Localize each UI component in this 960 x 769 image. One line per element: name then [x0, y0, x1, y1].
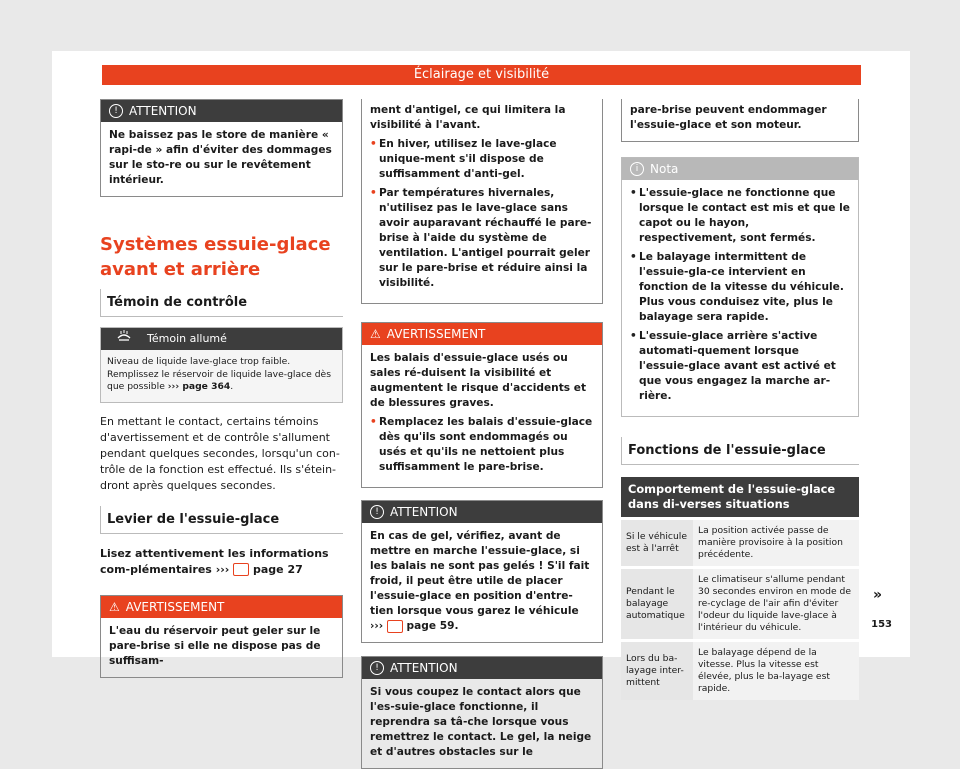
page-ref-link[interactable]: page 27 [253, 562, 303, 576]
table-row: Pendant le balayage automatique Le climatiseur s'allume pendant 30 secondes environ en mode de re-cyclage de l'air afin d'éviter l'odeur du liquide lave-glace à l'intérieur du véhicule. [621, 569, 859, 639]
attention-box-3 [361, 656, 603, 769]
manual-page [52, 51, 910, 758]
book-icon [233, 563, 249, 576]
column-3 [621, 99, 859, 703]
page-ref-link[interactable]: ››› page 364 [167, 381, 231, 392]
attention-box-1 [100, 99, 343, 197]
reference-paragraph: Lisez attentivement les informations com-plémentaires ››› page 27 [100, 546, 329, 576]
info-icon: ! [370, 661, 384, 675]
bullet-item: • En hiver, utilisez le lave-glace unique-ment s'il dispose de suffisamment d'anti-gel. [370, 138, 557, 180]
behaviour-table [621, 517, 859, 703]
warning-triangle-icon: ⚠ [370, 327, 381, 341]
attention-text: Si vous coupez le contact alors que l'es-suie-glace fonctionne, il reprendra sa tâ-che lorsque vous remettrez le contact. Le gel, la neige et d'autres obstacles sur le [370, 686, 592, 758]
bullet-item: • Remplacez les balais d'essuie-glace dès qu'ils sont endommagés ou usés et qu'ils ne nettoient plus suffisamment le pare-brise. [370, 416, 593, 473]
table-title: Comportement de l'essuie-glace dans di-verses situations [621, 477, 859, 517]
ref-arrows: ››› [215, 562, 230, 576]
info-icon: ! [370, 505, 384, 519]
avertissement-title: AVERTISSEMENT [386, 327, 486, 341]
warning-triangle-icon: ⚠ [109, 599, 120, 614]
subheading-fonctions: Fonctions de l'essuie-glace [621, 437, 859, 465]
info-icon: i [630, 162, 644, 176]
attention-header [101, 100, 342, 122]
nota-box [621, 157, 859, 417]
bullet-item: • L'essuie-glace arrière s'active automati-quement lorsque l'essuie-glace avant est activé et que vous engagez la marche ar-rière. [630, 330, 836, 402]
continued-marker: » [872, 587, 882, 603]
table-row: Lors du ba-layage inter-mittent Le balayage dépend de la vitesse. Plus la vitesse est élevée, plus le ba-layage est rapide. [621, 642, 859, 700]
attention-text: Ne baissez pas le store de manière « rapi-de » afin d'éviter des dommages sur le sto-re ou sur le revêtement intérieur. [109, 129, 332, 186]
avertissement-box-2 [361, 322, 603, 488]
warning-light-title: Témoin allumé [147, 332, 227, 345]
attention-title: ATTENTION [129, 104, 197, 118]
washer-fluid-icon [101, 328, 147, 350]
info-icon: ! [109, 104, 123, 118]
table-row: Si le véhicule est à l'arrêt La position activée passe de manière provisoire à la position précédente. [621, 520, 859, 566]
column-1 [100, 99, 343, 678]
continued-text: ment d'antigel, ce qui limitera la visibilité à l'avant. [370, 104, 566, 131]
column-2 [361, 99, 603, 769]
bullet-item: • Le balayage intermittent de l'essuie-gla-ce intervient en fonction de la vitesse du véhicule. Plus vous conduisez vite, plus le balayage sera rapide. [630, 251, 844, 323]
attention-box-2: ! ATTENTION En cas de gel, vérifiez, avant de mettre en marche l'essuie-glace, si les balais ne sont pas gelés ! S'il fait froid, il peut être utile de placer l'essuie-glace en position d'entre-tien lorsque vous garez le véhicule ››› page 59. [361, 500, 603, 643]
nota-title: Nota [650, 162, 679, 176]
attention-title: ATTENTION [390, 505, 458, 519]
warning-light-table: Témoin allumé Niveau de liquide lave-glace trop faible. Remplissez le réservoir de liquide lave-glace dès que possible ››› page 364. [100, 327, 343, 403]
subheading-levier: Levier de l'essuie-glace [100, 506, 343, 534]
bullet-item: • Par températures hivernales, n'utilisez pas le lave-glace sans avoir auparavant réchauffé le pare-brise à l'aide du système de ventilation. L'antigel pourrait geler sur le pare-brise et réduire ainsi la visibilité. [370, 187, 592, 289]
subheading-temoin: Témoin de contrôle [100, 289, 343, 317]
avertissement-text: Les balais d'essuie-glace usés ou sales ré-duisent la visibilité et augmentent le risque d'accidents et de blessures graves. [370, 352, 587, 409]
book-icon [387, 620, 403, 633]
bullet-item: • L'essuie-glace ne fonctionne que lorsque le contact est mis et que le capot ou le hayon, respectivement, sont fermés. [630, 187, 850, 244]
continued-text: pare-brise peuvent endommager l'essuie-glace et son moteur. [630, 104, 827, 131]
page-header: Éclairage et visibilité [102, 65, 861, 85]
section-title: Systèmes essuie-glace avant et arrière [100, 234, 331, 280]
avertissement-text: L'eau du réservoir peut geler sur le pare-brise si elle ne dispose pas de suffisam- [109, 624, 321, 667]
warning-line-1: Niveau de liquide lave-glace trop faible. [107, 356, 291, 367]
page-ref-link[interactable]: page 59. [406, 620, 459, 632]
avertissement-box-1 [100, 595, 343, 678]
warning-line-2: Remplissez le réservoir de liquide lave-glace dès que possible [107, 368, 331, 392]
page-number: 153 [871, 619, 892, 630]
avertissement-box-continued [361, 99, 603, 304]
attention-title: ATTENTION [390, 661, 458, 675]
intro-paragraph: En mettant le contact, certains témoins d'avertissement et de contrôle s'allument pendant quelques secondes, lorsqu'un con-trôle de la fonction est effectué. Ils s'étein-dront après quelques secondes. [100, 414, 340, 492]
attention-box-continued [621, 99, 859, 142]
attention-text: En cas de gel, vérifiez, avant de mettre en marche l'essuie-glace, si les balais ne sont pas gelés ! S'il fait froid, il peut être utile de placer l'essuie-glace en position d'entre-tien lorsque vous garez le véhicule [370, 530, 590, 617]
avertissement-title: AVERTISSEMENT [125, 599, 225, 614]
